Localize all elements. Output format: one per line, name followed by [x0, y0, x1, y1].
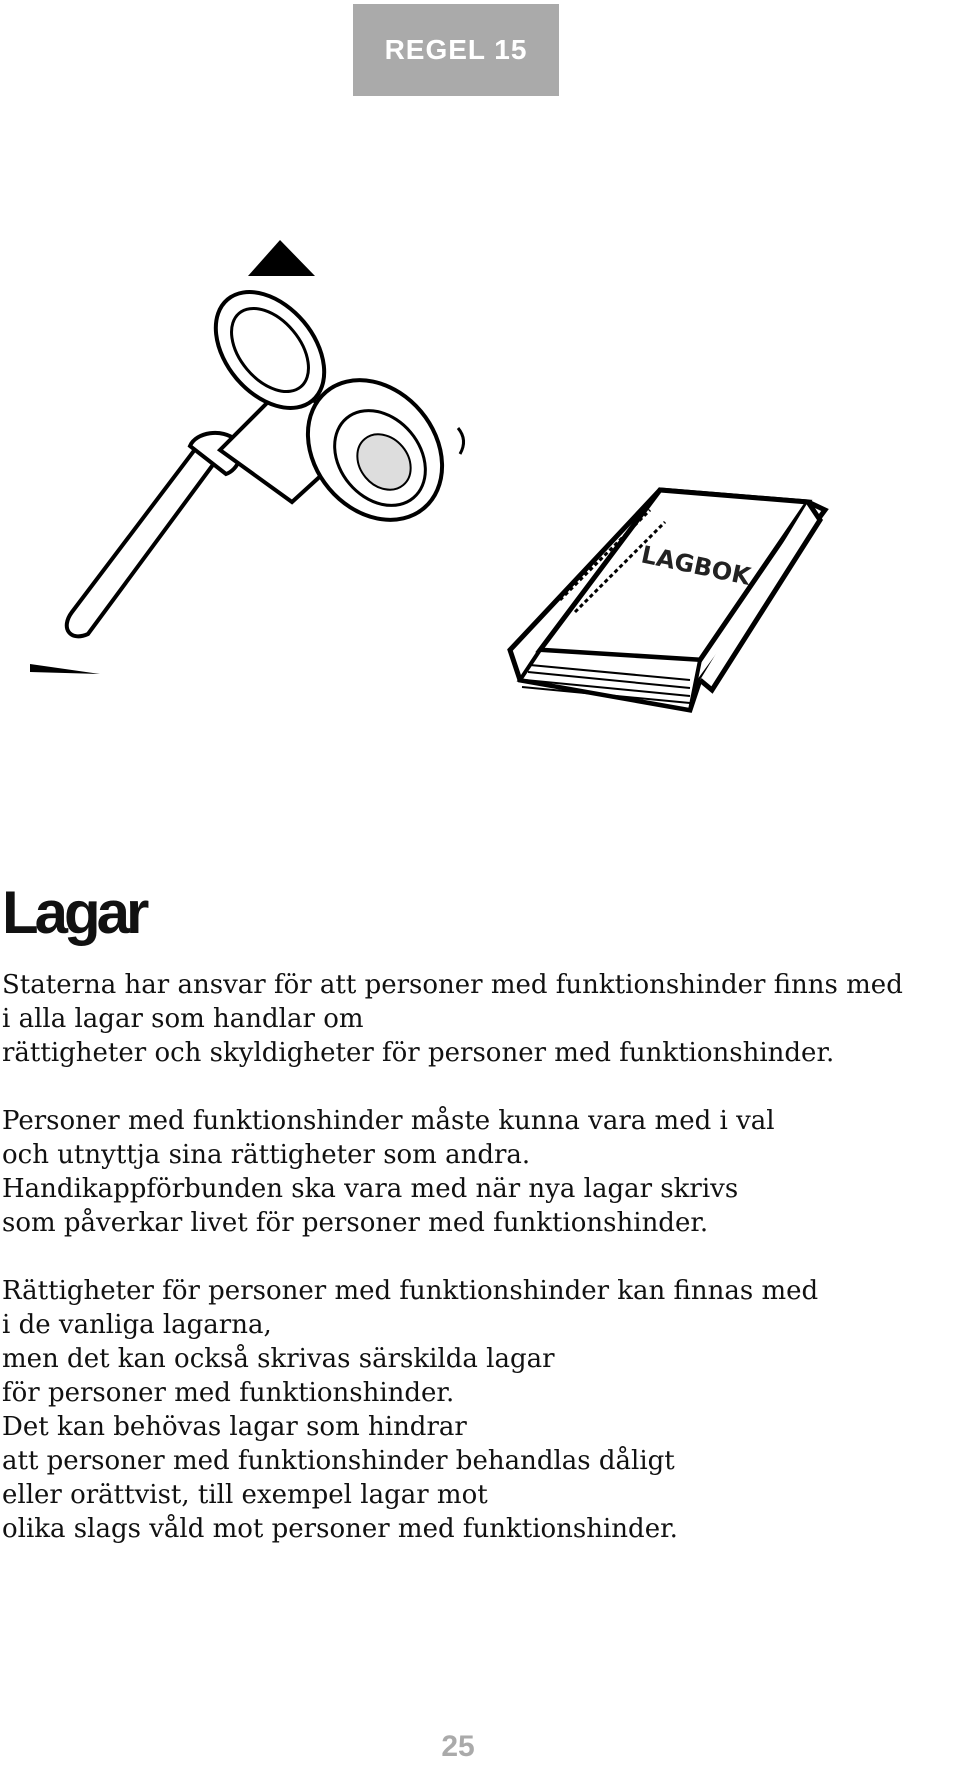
- text-line: och utnyttja sina rättigheter som andra.: [2, 1140, 531, 1170]
- gavel-and-lawbook-illustration: [0, 240, 960, 820]
- corner-mark-top-2: [248, 240, 315, 276]
- text-line: Det kan behövas lagar som hindrar: [2, 1412, 467, 1442]
- text-line: eller orättvist, till exempel lagar mot: [2, 1480, 488, 1510]
- text-line: Staterna har ansvar för att personer med funktionshinder finns med: [2, 970, 903, 1000]
- page-number: 25: [441, 1730, 475, 1763]
- page-title: Lagar: [2, 879, 146, 946]
- text-line: som påverkar livet för personer med funktionshinder.: [2, 1208, 709, 1238]
- text-line: i de vanliga lagarna,: [2, 1310, 272, 1340]
- text-line: olika slags våld mot personer med funktionshinder.: [2, 1514, 678, 1544]
- text-line: rättigheter och skyldigheter för personer med funktionshinder.: [2, 1038, 835, 1068]
- paragraph-2: [2, 1104, 952, 1240]
- text-line: Rättigheter för personer med funktionshinder kan finnas med: [2, 1276, 819, 1306]
- text-line: för personer med funktionshinder.: [2, 1378, 455, 1408]
- paragraph-3: [2, 1274, 952, 1546]
- text-line: Handikappförbunden ska vara med när nya lagar skrivs: [2, 1174, 739, 1204]
- body-text: [2, 968, 952, 1580]
- text-line: men det kan också skrivas särskilda lagar: [2, 1344, 555, 1374]
- rule-label: REGEL 15: [384, 34, 528, 65]
- paragraph-1: [2, 968, 952, 1070]
- text-line: att personer med funktionshinder behandlas dåligt: [2, 1446, 675, 1476]
- rule-badge: [353, 4, 559, 96]
- text-line: Personer med funktionshinder måste kunna vara med i val: [2, 1106, 775, 1136]
- lawbook-icon: [510, 490, 825, 710]
- corner-mark-bottom-left: [30, 664, 100, 674]
- gavel-icon: [67, 271, 470, 636]
- text-line: i alla lagar som handlar om: [2, 1004, 364, 1034]
- lawbook-title: LAGBOK: [638, 540, 754, 591]
